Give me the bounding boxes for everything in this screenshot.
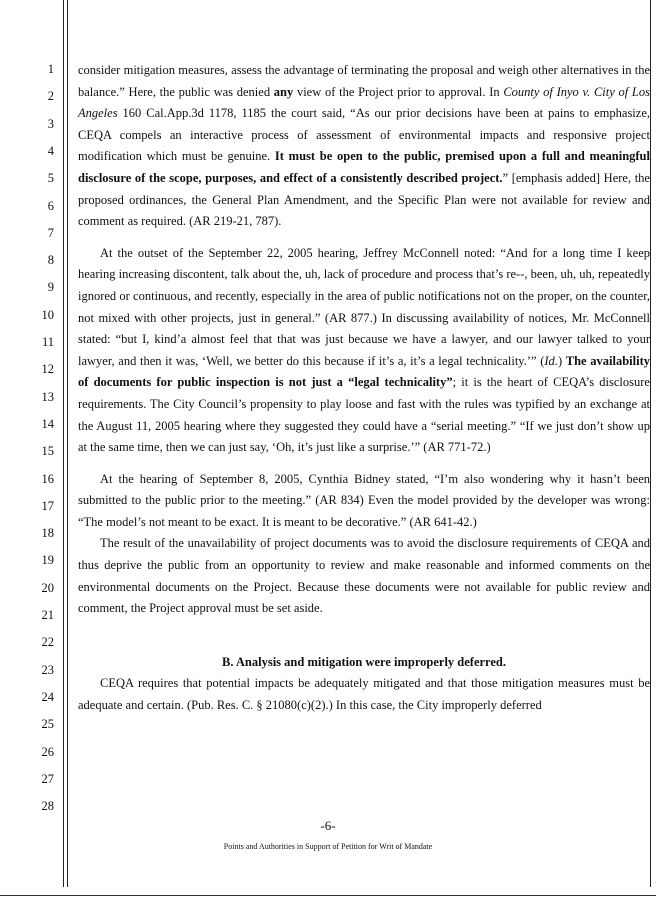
emphasis: any xyxy=(273,84,294,99)
line-number: 27 xyxy=(41,771,54,786)
text: consider mitigation measures, assess the advantage of terminating the proposal and weigh other alternatives in the balance.” Here, the public was denied xyxy=(78,63,650,99)
line-number: 25 xyxy=(41,717,54,732)
line-number: 1 xyxy=(47,62,54,76)
line-number: 16 xyxy=(41,471,54,486)
page-bottom-edge xyxy=(0,895,656,896)
text: view of the Project prior to approval. In xyxy=(293,84,504,99)
line-number: 4 xyxy=(47,143,54,158)
text: 160 Cal.App.3d 1178, 1185 the court said, “As our prior decisions have been at pains to emphasize, CEQA compels an interactive process of assessment of environmental impacts and responsive project modification which must be genuine. xyxy=(78,106,650,164)
line-number: 26 xyxy=(41,744,54,759)
paragraph-5: CEQA requires that potential impacts be adequately mitigated and that those mitigation measures must be adequate and certain. (Pub. Res. C. § 21080(c)(2).) In this case, the City improperly deferred xyxy=(78,676,650,713)
margin-rule-left-outer xyxy=(63,0,64,887)
line-number: 13 xyxy=(41,389,54,404)
emphasis: The availability of documents for public inspection is not just a “legal technicality” xyxy=(78,353,650,390)
line-number: 17 xyxy=(41,498,54,513)
line-number: 20 xyxy=(41,580,54,595)
line-number: 19 xyxy=(41,553,54,568)
line-number: 24 xyxy=(41,689,54,704)
text: ; it is the heart of CEQA’s disclosure requirements. The City Council’s propensity to play loose and fast with the rules was typified by an exchange at the August 11, 2005 hearing where they suggested they could have a “serial meeting.” “If we just don’t show up at the same time, then we can just say, ‘Oh, it’s just like a surprise.’” (AR 771-72.) xyxy=(78,375,650,455)
text: ) xyxy=(557,353,566,368)
paragraph-2 xyxy=(78,243,650,459)
line-number: 21 xyxy=(41,608,54,622)
case-citation: County of Inyo v. City of Los Angeles xyxy=(78,84,650,121)
line-number: 7 xyxy=(47,225,54,240)
line-number: 14 xyxy=(41,416,54,431)
line-number: 22 xyxy=(41,635,54,650)
paragraph-4: The result of the unavailability of project documents was to avoid the disclosure requirements of CEQA and thus deprive the public from an opportunity to review and make reasonable and informed comments on the environmental documents on the Project. Because these documents were not available for public review and comment, the Project approval must be set aside. xyxy=(78,536,650,616)
line-number: 6 xyxy=(47,198,54,213)
line-number: 15 xyxy=(41,444,54,459)
line-number: 9 xyxy=(47,280,54,295)
line-number: 3 xyxy=(47,116,54,131)
citation: Id. xyxy=(544,353,558,368)
paragraph-3: At the hearing of September 8, 2005, Cynthia Bidney stated, “I’m also wondering why it hasn’t been submitted to the public prior to the meeting.” (AR 834) Even the model provided by the developer was wrong: “The model’s not meant to be exact. It is meant to be decorative.” (AR 641-42.) xyxy=(78,471,650,529)
line-number: 28 xyxy=(41,799,54,814)
page-number: -6- xyxy=(320,818,336,833)
text: ” [emphasis added] Here, the proposed ordinances, the General Plan Amendment, and the Specific Plan were not available for review and comment as required. (AR 219-21, 787). xyxy=(78,170,650,229)
line-number: 8 xyxy=(47,253,54,268)
line-number: 11 xyxy=(41,335,54,349)
line-number: 5 xyxy=(47,171,54,186)
margin-rule-left-inner xyxy=(67,0,68,887)
footer-title: Points and Authorities in Support of Petition for Writ of Mandate xyxy=(223,842,433,851)
paragraph-1 xyxy=(78,60,650,233)
line-number: 2 xyxy=(47,89,54,104)
line-number: 23 xyxy=(41,662,54,677)
margin-rule-right xyxy=(650,0,651,887)
section-heading: B. Analysis and mitigation were improperly deferred. xyxy=(221,654,507,669)
line-number: 10 xyxy=(41,307,54,322)
line-number: 18 xyxy=(41,526,54,541)
text: At the outset of the September 22, 2005 hearing, Jeffrey McConnell noted: “And for a long time I keep hearing increasing discontent, talk about the, uh, lack of procedure and process that’s re--, been, uh, uh, repeatedly ignored or continuous, and recently, especially in the area of public notifications not on the proper, on the counter, not mixed with other projects, just in general.” (AR 877.) In discussing availability of notices, Mr. McConnell stated: “but I, kind’a almost feel that that was just because we have a lawyer, and our lawyer talked to your lawyer, and then it was, ‘Well, we better do this because if it’s a, it’s a legal technicality.’” ( xyxy=(78,245,651,368)
line-number: 12 xyxy=(41,362,54,377)
document-body xyxy=(78,60,650,717)
emphasis: It must be open to the public, premised upon a full and meaningful disclosure of the scope, purposes, and effect of a consistently described project. xyxy=(78,149,650,185)
